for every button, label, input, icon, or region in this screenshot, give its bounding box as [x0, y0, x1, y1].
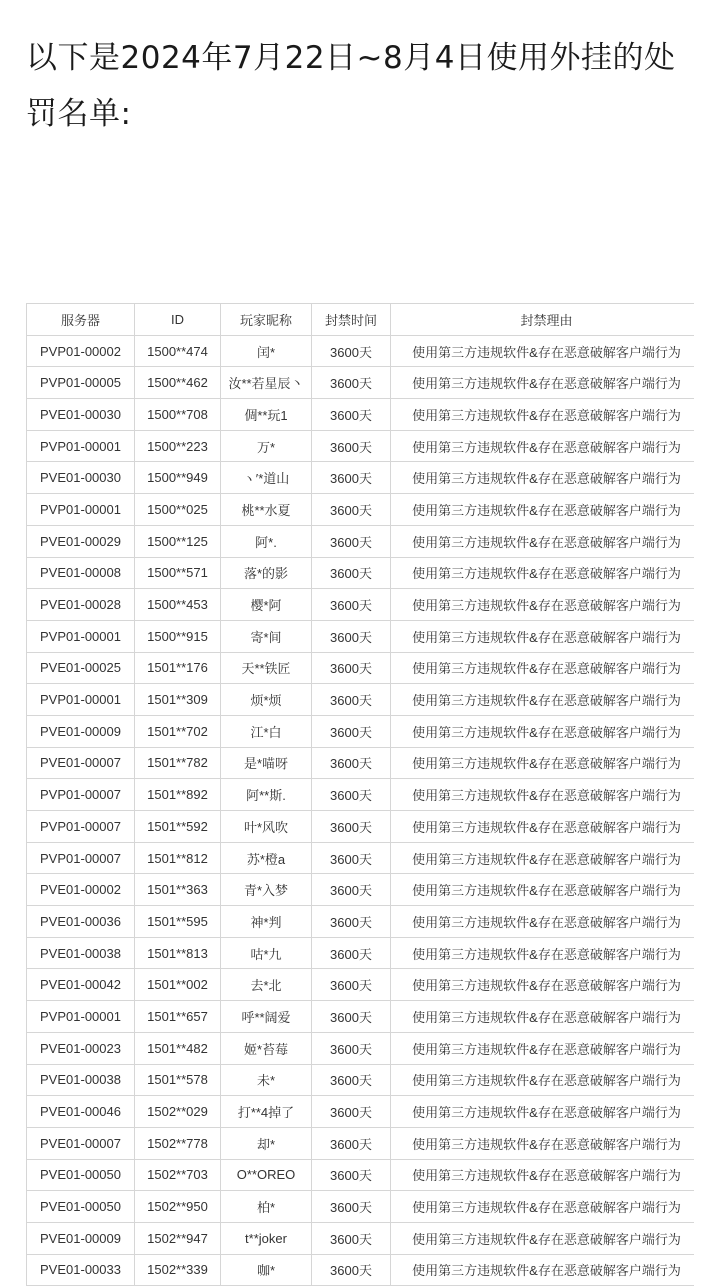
nickname-cell: ヽ′*道山 [221, 462, 312, 494]
ban-duration-cell: 3600天 [312, 715, 391, 747]
table-row [27, 525, 695, 557]
ban-reason-cell: 使用第三方违规软件&存在恶意破解客户端行为 [391, 335, 695, 367]
server-cell: PVP01-00002 [27, 335, 135, 367]
nickname-cell: 叶*风吹 [221, 811, 312, 843]
table-row [27, 1032, 695, 1064]
id-cell: 1500**462 [135, 367, 221, 399]
id-cell: 1501**002 [135, 969, 221, 1001]
table-row [27, 937, 695, 969]
id-cell: 1502**703 [135, 1159, 221, 1191]
server-cell: PVE01-00007 [27, 1127, 135, 1159]
table-row [27, 1159, 695, 1191]
id-cell: 1501**892 [135, 779, 221, 811]
table-row [27, 1127, 695, 1159]
id-cell: 1502**947 [135, 1222, 221, 1254]
ban-duration-cell: 3600天 [312, 620, 391, 652]
id-cell: 1502**339 [135, 1254, 221, 1286]
server-cell: PVP01-00005 [27, 367, 135, 399]
ban-reason-cell: 使用第三方违规软件&存在恶意破解客户端行为 [391, 906, 695, 938]
server-cell: PVP01-00001 [27, 620, 135, 652]
table-row [27, 1064, 695, 1096]
table-row [27, 1001, 695, 1033]
server-cell: PVE01-00029 [27, 525, 135, 557]
nickname-cell: 樱*阿 [221, 589, 312, 621]
id-cell: 1500**025 [135, 494, 221, 526]
ban-reason-cell: 使用第三方违规软件&存在恶意破解客户端行为 [391, 842, 695, 874]
nickname-cell: 苏*橙a [221, 842, 312, 874]
server-cell: PVE01-00009 [27, 715, 135, 747]
nickname-cell: 神*判 [221, 906, 312, 938]
id-cell: 1500**125 [135, 525, 221, 557]
server-cell: PVE01-00028 [27, 589, 135, 621]
id-cell: 1501**813 [135, 937, 221, 969]
id-cell: 1501**592 [135, 811, 221, 843]
server-cell: PVP01-00001 [27, 494, 135, 526]
table-row [27, 1096, 695, 1128]
id-cell: 1501**482 [135, 1032, 221, 1064]
nickname-cell: 桃**水夏 [221, 494, 312, 526]
nickname-cell: 天**铁匠 [221, 652, 312, 684]
id-cell: 1500**474 [135, 335, 221, 367]
nickname-cell: 柏* [221, 1191, 312, 1223]
server-cell: PVE01-00036 [27, 906, 135, 938]
server-cell: PVP01-00001 [27, 1001, 135, 1033]
nickname-cell: 倜**玩1 [221, 399, 312, 431]
ban-reason-cell: 使用第三方违规软件&存在恶意破解客户端行为 [391, 1159, 695, 1191]
server-cell: PVE01-00050 [27, 1159, 135, 1191]
ban-reason-cell: 使用第三方违规软件&存在恶意破解客户端行为 [391, 462, 695, 494]
nickname-cell: 咖* [221, 1254, 312, 1286]
table-row [27, 1254, 695, 1286]
ban-duration-cell: 3600天 [312, 1191, 391, 1223]
id-cell: 1500**708 [135, 399, 221, 431]
ban-duration-cell: 3600天 [312, 430, 391, 462]
table-row [27, 779, 695, 811]
ban-reason-cell: 使用第三方违规软件&存在恶意破解客户端行为 [391, 652, 695, 684]
ban-duration-cell: 3600天 [312, 494, 391, 526]
nickname-cell: 咕*九 [221, 937, 312, 969]
ban-reason-cell: 使用第三方违规软件&存在恶意破解客户端行为 [391, 684, 695, 716]
id-cell: 1501**176 [135, 652, 221, 684]
ban-reason-cell: 使用第三方违规软件&存在恶意破解客户端行为 [391, 747, 695, 779]
server-cell: PVE01-00046 [27, 1096, 135, 1128]
table-row [27, 715, 695, 747]
nickname-cell: 汝**若星辰丶 [221, 367, 312, 399]
server-cell: PVE01-00025 [27, 652, 135, 684]
header-ban-duration: 封禁时间 [312, 304, 391, 336]
nickname-cell: t**joker [221, 1222, 312, 1254]
id-cell: 1501**578 [135, 1064, 221, 1096]
nickname-cell: 打**4掉了 [221, 1096, 312, 1128]
table-row [27, 335, 695, 367]
nickname-cell: 闰* [221, 335, 312, 367]
server-cell: PVE01-00050 [27, 1191, 135, 1223]
nickname-cell: 去*北 [221, 969, 312, 1001]
ban-duration-cell: 3600天 [312, 747, 391, 779]
ban-duration-cell: 3600天 [312, 367, 391, 399]
header-ban-reason: 封禁理由 [391, 304, 695, 336]
nickname-cell: 却* [221, 1127, 312, 1159]
id-cell: 1500**453 [135, 589, 221, 621]
ban-duration-cell: 3600天 [312, 684, 391, 716]
id-cell: 1501**309 [135, 684, 221, 716]
ban-duration-cell: 3600天 [312, 399, 391, 431]
nickname-cell: 是*喵呀 [221, 747, 312, 779]
ban-duration-cell: 3600天 [312, 557, 391, 589]
id-cell: 1501**812 [135, 842, 221, 874]
id-cell: 1502**029 [135, 1096, 221, 1128]
table-row [27, 430, 695, 462]
ban-duration-cell: 3600天 [312, 1096, 391, 1128]
table-row [27, 811, 695, 843]
table-row [27, 684, 695, 716]
ban-reason-cell: 使用第三方违规软件&存在恶意破解客户端行为 [391, 367, 695, 399]
page-title: 以下是2024年7月22日~8月4日使用外挂的处罚名单: [26, 40, 676, 132]
ban-reason-cell: 使用第三方违规软件&存在恶意破解客户端行为 [391, 874, 695, 906]
id-cell: 1500**915 [135, 620, 221, 652]
table-row [27, 1222, 695, 1254]
id-cell: 1501**657 [135, 1001, 221, 1033]
ban-duration-cell: 3600天 [312, 1222, 391, 1254]
server-cell: PVP01-00007 [27, 779, 135, 811]
ban-duration-cell: 3600天 [312, 335, 391, 367]
id-cell: 1502**950 [135, 1191, 221, 1223]
nickname-cell: 烦*烦 [221, 684, 312, 716]
nickname-cell: O**OREO [221, 1159, 312, 1191]
nickname-cell: 呼**阔爱 [221, 1001, 312, 1033]
ban-reason-cell: 使用第三方违规软件&存在恶意破解客户端行为 [391, 1096, 695, 1128]
server-cell: PVE01-00030 [27, 462, 135, 494]
ban-reason-cell: 使用第三方违规软件&存在恶意破解客户端行为 [391, 589, 695, 621]
ban-duration-cell: 3600天 [312, 1254, 391, 1286]
ban-reason-cell: 使用第三方违规软件&存在恶意破解客户端行为 [391, 430, 695, 462]
ban-duration-cell: 3600天 [312, 811, 391, 843]
ban-duration-cell: 3600天 [312, 525, 391, 557]
header-server: 服务器 [27, 304, 135, 336]
ban-duration-cell: 3600天 [312, 906, 391, 938]
table-row [27, 906, 695, 938]
server-cell: PVE01-00009 [27, 1222, 135, 1254]
header-nickname: 玩家昵称 [221, 304, 312, 336]
server-cell: PVE01-00033 [27, 1254, 135, 1286]
ban-reason-cell: 使用第三方违规软件&存在恶意破解客户端行为 [391, 779, 695, 811]
server-cell: PVE01-00007 [27, 747, 135, 779]
ban-duration-cell: 3600天 [312, 969, 391, 1001]
ban-duration-cell: 3600天 [312, 652, 391, 684]
table-row [27, 589, 695, 621]
id-cell: 1501**595 [135, 906, 221, 938]
ban-reason-cell: 使用第三方违规软件&存在恶意破解客户端行为 [391, 1222, 695, 1254]
server-cell: PVE01-00042 [27, 969, 135, 1001]
nickname-cell: 阿**斯. [221, 779, 312, 811]
nickname-cell: 青*入梦 [221, 874, 312, 906]
nickname-cell: 万* [221, 430, 312, 462]
server-cell: PVE01-00038 [27, 937, 135, 969]
ban-duration-cell: 3600天 [312, 462, 391, 494]
ban-reason-cell: 使用第三方违规软件&存在恶意破解客户端行为 [391, 557, 695, 589]
table-row [27, 747, 695, 779]
table-row [27, 1191, 695, 1223]
ban-reason-cell: 使用第三方违规软件&存在恶意破解客户端行为 [391, 715, 695, 747]
id-cell: 1500**223 [135, 430, 221, 462]
ban-reason-cell: 使用第三方违规软件&存在恶意破解客户端行为 [391, 969, 695, 1001]
table-row [27, 367, 695, 399]
server-cell: PVE01-00030 [27, 399, 135, 431]
table-row [27, 399, 695, 431]
ban-duration-cell: 3600天 [312, 1159, 391, 1191]
nickname-cell: 落*的影 [221, 557, 312, 589]
table-row [27, 842, 695, 874]
table-row [27, 652, 695, 684]
table-row [27, 494, 695, 526]
nickname-cell: 阿*. [221, 525, 312, 557]
id-cell: 1501**702 [135, 715, 221, 747]
table-body [27, 335, 695, 1286]
nickname-cell: 江*白 [221, 715, 312, 747]
table-row [27, 969, 695, 1001]
ban-reason-cell: 使用第三方违规软件&存在恶意破解客户端行为 [391, 1064, 695, 1096]
ban-reason-cell: 使用第三方违规软件&存在恶意破解客户端行为 [391, 1001, 695, 1033]
ban-reason-cell: 使用第三方违规软件&存在恶意破解客户端行为 [391, 1032, 695, 1064]
table-row [27, 620, 695, 652]
server-cell: PVP01-00001 [27, 684, 135, 716]
penalty-table-container [26, 303, 694, 1288]
penalty-table [26, 303, 694, 1286]
nickname-cell: 寄*间 [221, 620, 312, 652]
nickname-cell: 姬*苔莓 [221, 1032, 312, 1064]
ban-reason-cell: 使用第三方违规软件&存在恶意破解客户端行为 [391, 494, 695, 526]
ban-duration-cell: 3600天 [312, 779, 391, 811]
ban-reason-cell: 使用第三方违规软件&存在恶意破解客户端行为 [391, 525, 695, 557]
ban-duration-cell: 3600天 [312, 842, 391, 874]
server-cell: PVE01-00023 [27, 1032, 135, 1064]
ban-reason-cell: 使用第三方违规软件&存在恶意破解客户端行为 [391, 1127, 695, 1159]
server-cell: PVP01-00007 [27, 842, 135, 874]
ban-reason-cell: 使用第三方违规软件&存在恶意破解客户端行为 [391, 1254, 695, 1286]
server-cell: PVP01-00001 [27, 430, 135, 462]
ban-reason-cell: 使用第三方违规软件&存在恶意破解客户端行为 [391, 1191, 695, 1223]
id-cell: 1502**778 [135, 1127, 221, 1159]
table-row [27, 557, 695, 589]
server-cell: PVE01-00038 [27, 1064, 135, 1096]
id-cell: 1500**949 [135, 462, 221, 494]
ban-duration-cell: 3600天 [312, 1127, 391, 1159]
id-cell: 1500**571 [135, 557, 221, 589]
server-cell: PVE01-00002 [27, 874, 135, 906]
table-row [27, 462, 695, 494]
server-cell: PVE01-00008 [27, 557, 135, 589]
id-cell: 1501**363 [135, 874, 221, 906]
table-row [27, 874, 695, 906]
ban-reason-cell: 使用第三方违规软件&存在恶意破解客户端行为 [391, 937, 695, 969]
ban-reason-cell: 使用第三方违规软件&存在恶意破解客户端行为 [391, 399, 695, 431]
ban-duration-cell: 3600天 [312, 874, 391, 906]
table-header-row [27, 304, 695, 336]
ban-duration-cell: 3600天 [312, 1001, 391, 1033]
server-cell: PVP01-00007 [27, 811, 135, 843]
header-id: ID [135, 304, 221, 336]
id-cell: 1501**782 [135, 747, 221, 779]
ban-reason-cell: 使用第三方违规软件&存在恶意破解客户端行为 [391, 620, 695, 652]
nickname-cell: 未* [221, 1064, 312, 1096]
ban-duration-cell: 3600天 [312, 937, 391, 969]
ban-reason-cell: 使用第三方违规软件&存在恶意破解客户端行为 [391, 811, 695, 843]
ban-duration-cell: 3600天 [312, 1064, 391, 1096]
ban-duration-cell: 3600天 [312, 1032, 391, 1064]
ban-duration-cell: 3600天 [312, 589, 391, 621]
